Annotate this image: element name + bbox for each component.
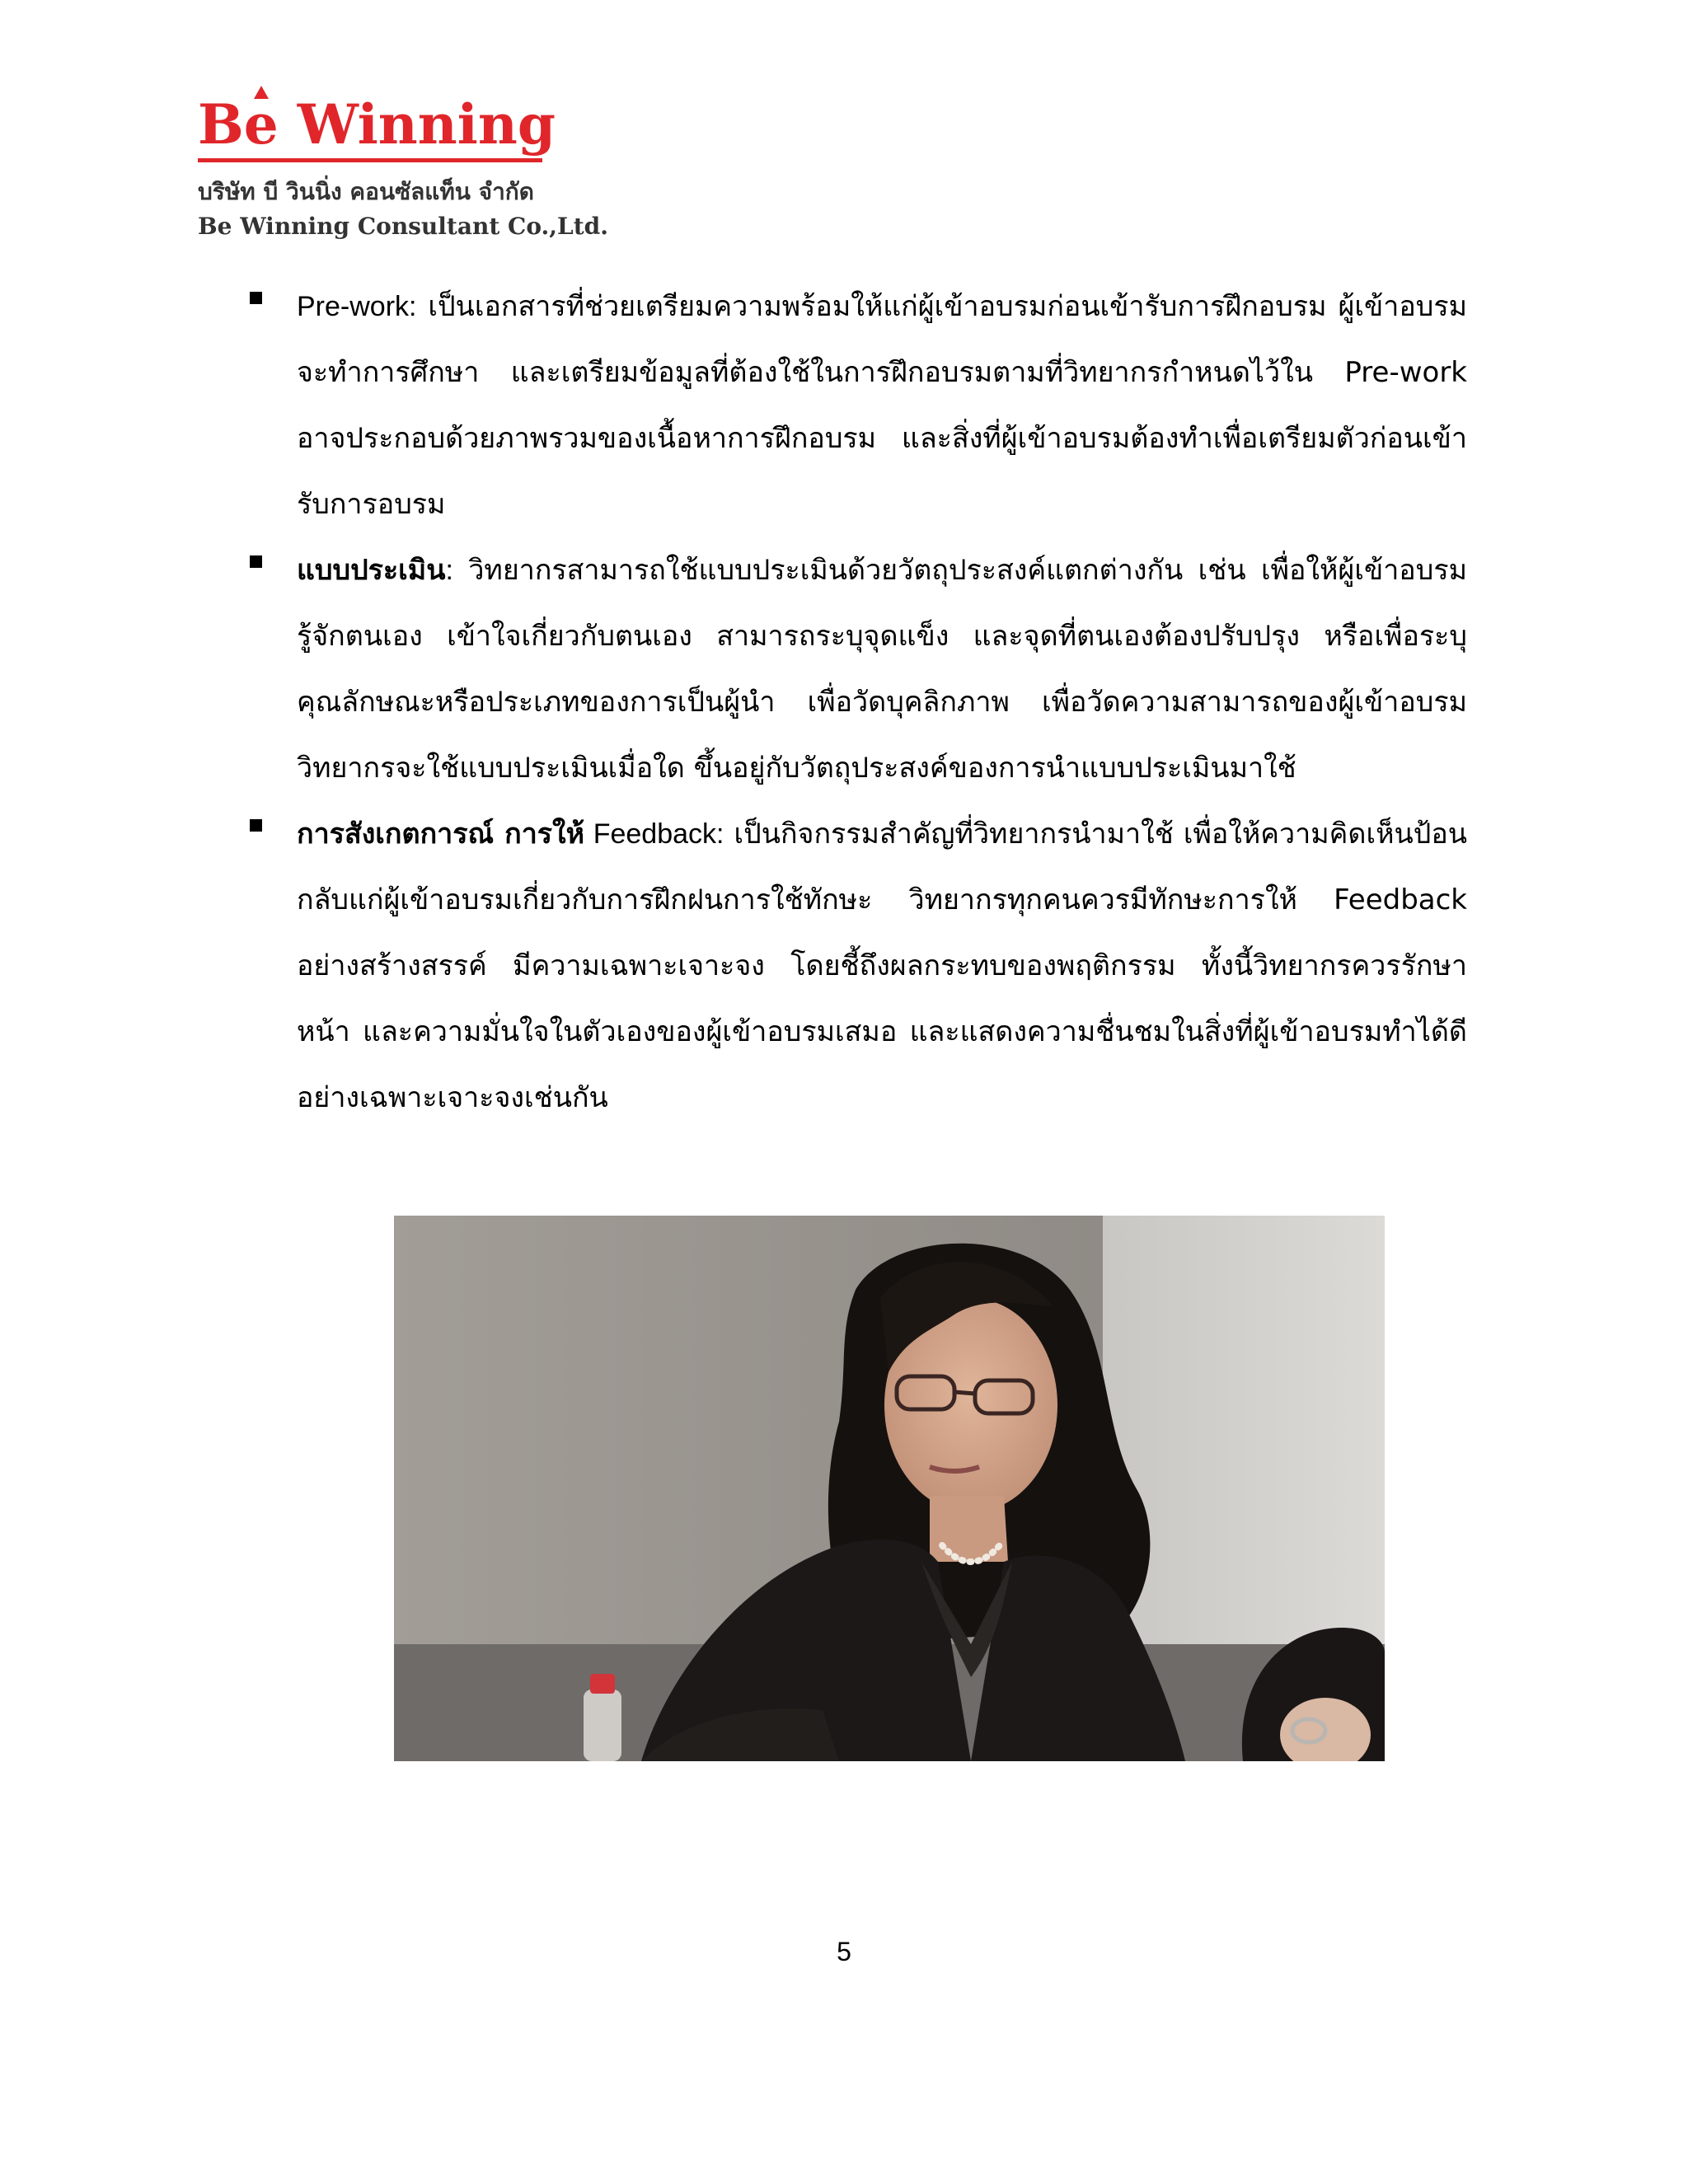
bullet-text: เป็นเอกสารที่ช่วยเตรียมความพร้อมให้แก่ผู้เข้าอบรมก่อนเข้ารับการฝึกอบรม ผู้เข้าอบรมจะทำการศึกษา และเตรียมข้อมูลที่ต้องใช้ในการฝึกอบรมตามที่วิทยากรกำหนดไว้ใน Pre-work อาจประกอบด้วยภาพรวมของเนื้อหาการฝึกอบรม และสิ่งที่ผู้เข้าอบรมต้องทำเพื่อเตรียมตัวก่อนเข้ารับการอบรม bbox=[297, 290, 1467, 521]
logo-underline bbox=[198, 158, 542, 162]
photo-illustration bbox=[394, 1216, 1385, 1761]
square-bullet-icon bbox=[250, 819, 262, 832]
bullet-paragraph bbox=[297, 801, 1467, 1131]
logo-drop-icon bbox=[254, 86, 269, 99]
logo-wordmark bbox=[198, 92, 593, 157]
bullet-pre-work bbox=[247, 274, 1467, 537]
company-logo bbox=[198, 92, 608, 243]
training-photo bbox=[394, 1216, 1385, 1761]
bullet-label: แบบประเมิน bbox=[297, 554, 446, 587]
bullet-label: Pre-work: bbox=[297, 291, 417, 322]
logo-letter-b: B bbox=[198, 92, 244, 157]
bullet-label: การสังเกตการณ์ การให้ bbox=[297, 818, 585, 851]
page-number: 5 bbox=[837, 1937, 851, 1966]
bullet-paragraph bbox=[297, 537, 1467, 801]
logo-word-winning: Winning bbox=[278, 92, 556, 157]
bullet-assessment bbox=[247, 537, 1467, 801]
bullet-paragraph bbox=[297, 274, 1467, 537]
bullet-text: เป็นกิจกรรมสำคัญที่วิทยากรนำมาใช้ เพื่อให้ความคิดเห็นป้อนกลับแก่ผู้เข้าอบรมเกี่ยวกับการฝึกฝนการใช้ทักษะ วิทยากรทุกคนควรมีทักษะการให้ Feedback อย่างสร้างสรรค์ มีความเฉพาะเจาะจง โดยชี้ถึงผลกระทบของพฤติกรรม ทั้งนี้วิทยากรควรรักษาหน้า และความมั่นใจในตัวเองของผู้เข้าอบรมเสมอ และแสดงความชื่นชมในสิ่งที่ผู้เข้าอบรมทำได้ดีอย่างเฉพาะเจาะจงเช่นกัน bbox=[297, 818, 1467, 1114]
square-bullet-icon bbox=[250, 292, 262, 304]
bullet-text: วิทยากรสามารถใช้แบบประเมินด้วยวัตถุประสงค์แตกต่างกัน เช่น เพื่อให้ผู้เข้าอบรมรู้จักตนเอง เข้าใจเกี่ยวกับตนเอง สามารถระบุจุดแข็ง และจุดที่ตนเองต้องปรับปรุง หรือเพื่อระบุคุณลักษณะหรือประเภทของการเป็นผู้นำ เพื่อวัดบุคลิกภาพ เพื่อวัดความสามารถของผู้เข้าอบรม วิทยากรจะใช้แบบประเมินเมื่อใด ขึ้นอยู่กับวัตถุประสงค์ของการนำแบบประเมินมาใช้ bbox=[297, 554, 1467, 785]
company-english-name: Be Winning Consultant Co.,Ltd. bbox=[198, 213, 608, 240]
logo-letter-e bbox=[244, 92, 279, 157]
bullet-label-suffix: : bbox=[445, 555, 453, 586]
bullet-feedback bbox=[247, 801, 1467, 1131]
company-thai-name: บริษัท บี วินนิ่ง คอนซัลแท็น จำกัด bbox=[198, 178, 534, 205]
square-bullet-icon bbox=[250, 555, 262, 568]
logo-letter-e-text: e bbox=[243, 92, 279, 157]
bullet-label-suffix: Feedback: bbox=[584, 818, 724, 850]
document-body bbox=[247, 274, 1467, 1131]
